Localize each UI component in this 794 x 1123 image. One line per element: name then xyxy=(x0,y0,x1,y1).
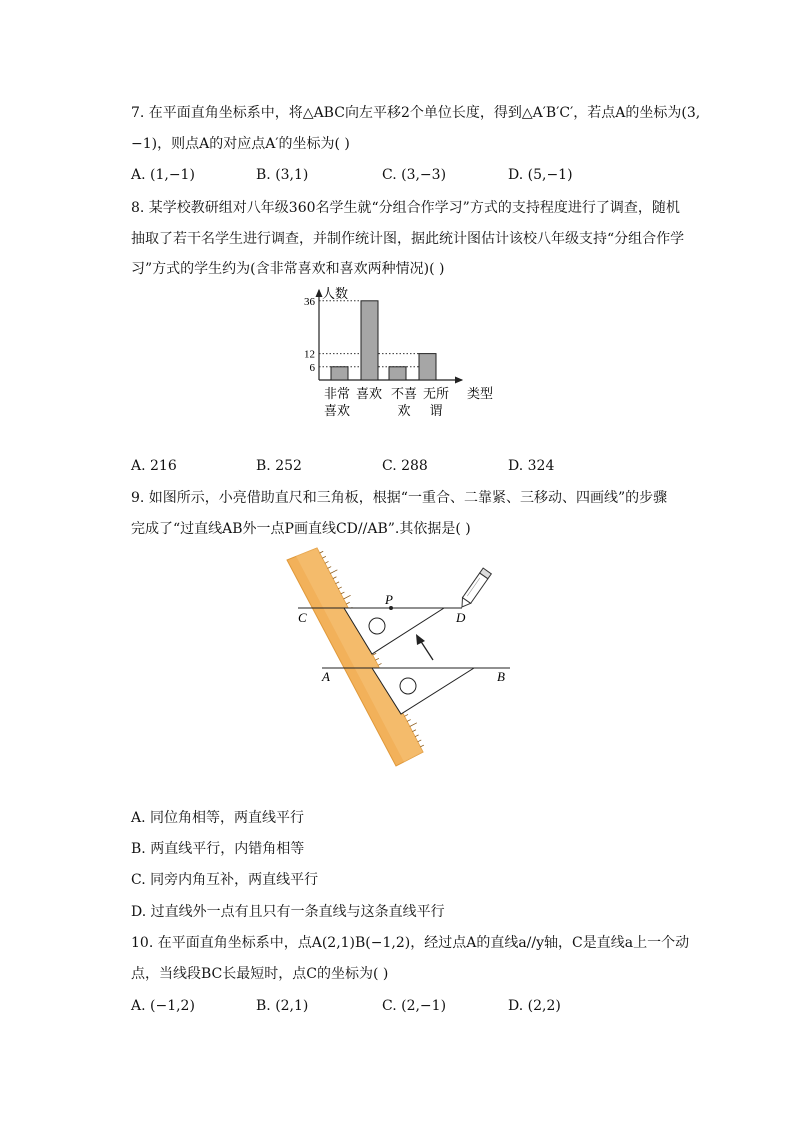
q8-option-d[interactable]: D. 324 xyxy=(508,458,555,474)
chart-category-label: 无所 xyxy=(422,387,450,402)
q9-option-c[interactable]: C. 同旁内角互补，两直线平行 xyxy=(131,872,319,888)
label-b: B xyxy=(497,669,505,684)
q7-option-d[interactable]: D. (5,−1) xyxy=(508,167,573,183)
chart-category-label: 喜欢 xyxy=(355,387,383,402)
q10-stem-line1: 10. 在平面直角坐标系中，点A(2,1)B(−1,2)，经过点A的直线a//y轴，C是直线a上一个动 xyxy=(131,935,690,951)
q9-stem-line1: 9. 如图所示，小亮借助直尺和三角板，根据“一重合、二靠紧、三移动、四画线”的步骤 xyxy=(131,490,668,506)
q7-stem-line2: −1)，则点A的对应点A′的坐标为( ) xyxy=(131,136,350,152)
label-p: P xyxy=(385,592,393,607)
q8-stem-line3: 习”方式的学生约为(含非常喜欢和喜欢两种情况)( ) xyxy=(131,261,445,277)
q7-stem-line1: 7. 在平面直角坐标系中，将△ABC向左平移2个单位长度，得到△A′B′C′，若点A的坐标为(3, xyxy=(131,105,701,121)
chart-ytick-label: 36 xyxy=(304,295,315,308)
chart-xlabel: 类型 xyxy=(467,387,494,402)
q8-option-a[interactable]: A. 216 xyxy=(131,458,177,474)
q8-option-c[interactable]: C. 288 xyxy=(382,458,428,474)
q9-option-d[interactable]: D. 过直线外一点有且只有一条直线与这条直线平行 xyxy=(131,904,445,920)
chart-category-label: 欢 xyxy=(397,404,411,419)
q7-option-a[interactable]: A. (1,−1) xyxy=(131,167,195,183)
chart-ytick-label: 12 xyxy=(304,348,315,361)
move-arrow xyxy=(420,640,433,660)
q9-option-b[interactable]: B. 两直线平行，内错角相等 xyxy=(131,841,305,857)
q9-option-a[interactable]: A. 同位角相等，两直线平行 xyxy=(131,810,305,826)
chart-category-label: 非常 xyxy=(323,387,351,402)
chart-bar xyxy=(389,367,406,380)
chart-bar xyxy=(331,367,348,380)
q7-option-b[interactable]: B. (3,1) xyxy=(256,167,309,183)
chart-ylabel: 人数 xyxy=(322,287,349,302)
chart-bar xyxy=(419,354,436,380)
q7-option-c[interactable]: C. (3,−3) xyxy=(382,167,447,183)
q9-stem-line2: 完成了“过直线AB外一点P画直线CD//AB”.其依据是( ) xyxy=(131,521,471,537)
q10-option-c[interactable]: C. (2,−1) xyxy=(382,998,447,1014)
chart-ytick-label: 6 xyxy=(309,361,315,374)
label-c: C xyxy=(298,610,307,625)
q10-option-a[interactable]: A. (−1,2) xyxy=(131,998,195,1014)
q8-stem-line2: 抽取了若干名学生进行调查，并制作统计图，据此统计图估计该校八年级支持“分组合作学 xyxy=(131,231,685,247)
chart-category-label: 不喜 xyxy=(390,387,418,402)
q8-stem-line1: 8. 某学校教研组对八年级360名学生就“分组合作学习”方式的支持程度进行了调查，随机 xyxy=(131,200,680,216)
chart-category-label: 谓 xyxy=(429,404,443,419)
pencil-icon xyxy=(458,568,491,610)
q8-option-b[interactable]: B. 252 xyxy=(256,458,302,474)
q10-option-d[interactable]: D. (2,2) xyxy=(508,998,561,1014)
ruler xyxy=(287,548,424,766)
label-a: A xyxy=(322,669,330,684)
chart-category-label: 喜欢 xyxy=(323,404,351,419)
q9-ruler-triangle-figure xyxy=(280,545,540,775)
chart-bar xyxy=(361,301,378,380)
label-d: D xyxy=(456,610,466,625)
q8-bar-chart xyxy=(290,280,510,425)
q10-stem-line2: 点，当线段BC长最短时，点C的坐标为( ) xyxy=(131,966,389,982)
q10-option-b[interactable]: B. (2,1) xyxy=(256,998,309,1014)
